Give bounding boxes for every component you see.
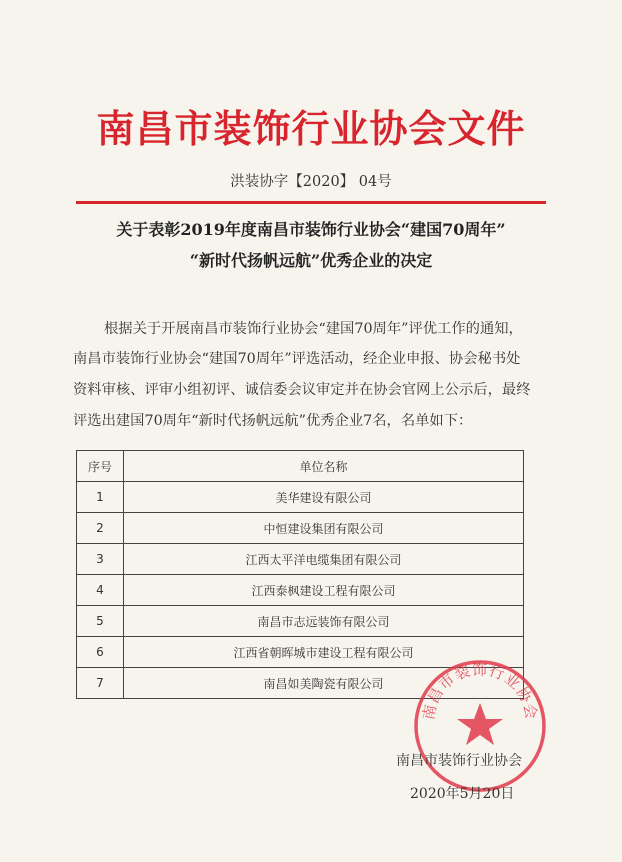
row-number: 5 — [77, 606, 124, 637]
document-number: 洪装协字【2020】 04号 — [230, 174, 392, 190]
row-number: 1 — [77, 482, 124, 513]
seal-star-icon — [457, 703, 503, 745]
body-paragraph-line: 根据关于开展南昌市装饰行业协会“建国70周年”评优工作的通知， — [104, 321, 523, 337]
company-name: 江西省朝晖城市建设工程有限公司 — [124, 637, 524, 668]
table-row — [77, 544, 524, 575]
row-number: 7 — [77, 668, 124, 699]
company-name: 南昌市志远装饰有限公司 — [124, 606, 524, 637]
official-seal-stamp — [410, 656, 550, 796]
body-paragraph-line: 资料审核、评审小组初评、诚信委会议审定并在协会官网上公示后，最终 — [73, 382, 531, 398]
signing-date: 2020年5月20日 — [410, 786, 515, 802]
table-row — [77, 482, 524, 513]
body-paragraph-line: 南昌市装饰行业协会“建国70周年”评选活动，经企业申报、协会秘书处 — [73, 351, 521, 367]
subject-line-1: 关于表彰2019年度南昌市装饰行业协会“建国70周年” — [116, 220, 506, 239]
company-name: 江西泰枫建设工程有限公司 — [124, 575, 524, 606]
table-row — [77, 606, 524, 637]
table-row — [77, 513, 524, 544]
company-name: 美华建设有限公司 — [124, 482, 524, 513]
column-header-company: 单位名称 — [124, 451, 524, 482]
body-paragraph-line: 评选出建国70周年“新时代扬帆远航”优秀企业7名，名单如下： — [73, 413, 473, 429]
subject-line-2: “新时代扬帆远航”优秀企业的决定 — [189, 251, 433, 270]
company-name: 中恒建设集团有限公司 — [124, 513, 524, 544]
column-header-number: 序号 — [77, 451, 124, 482]
svg-text:南昌市装饰行业协会: 南昌市装饰行业协会 — [419, 660, 541, 722]
table-row — [77, 575, 524, 606]
table-header-row — [77, 451, 524, 482]
red-divider-line — [76, 201, 546, 204]
row-number: 4 — [77, 575, 124, 606]
signer-organization: 南昌市装饰行业协会 — [396, 753, 522, 769]
document-header-title: 南昌市装饰行业协会文件 — [96, 106, 526, 151]
company-name: 南昌如美陶瓷有限公司 — [124, 668, 524, 699]
row-number: 3 — [77, 544, 124, 575]
company-name: 江西太平洋电缆集团有限公司 — [124, 544, 524, 575]
row-number: 6 — [77, 637, 124, 668]
row-number: 2 — [77, 513, 124, 544]
